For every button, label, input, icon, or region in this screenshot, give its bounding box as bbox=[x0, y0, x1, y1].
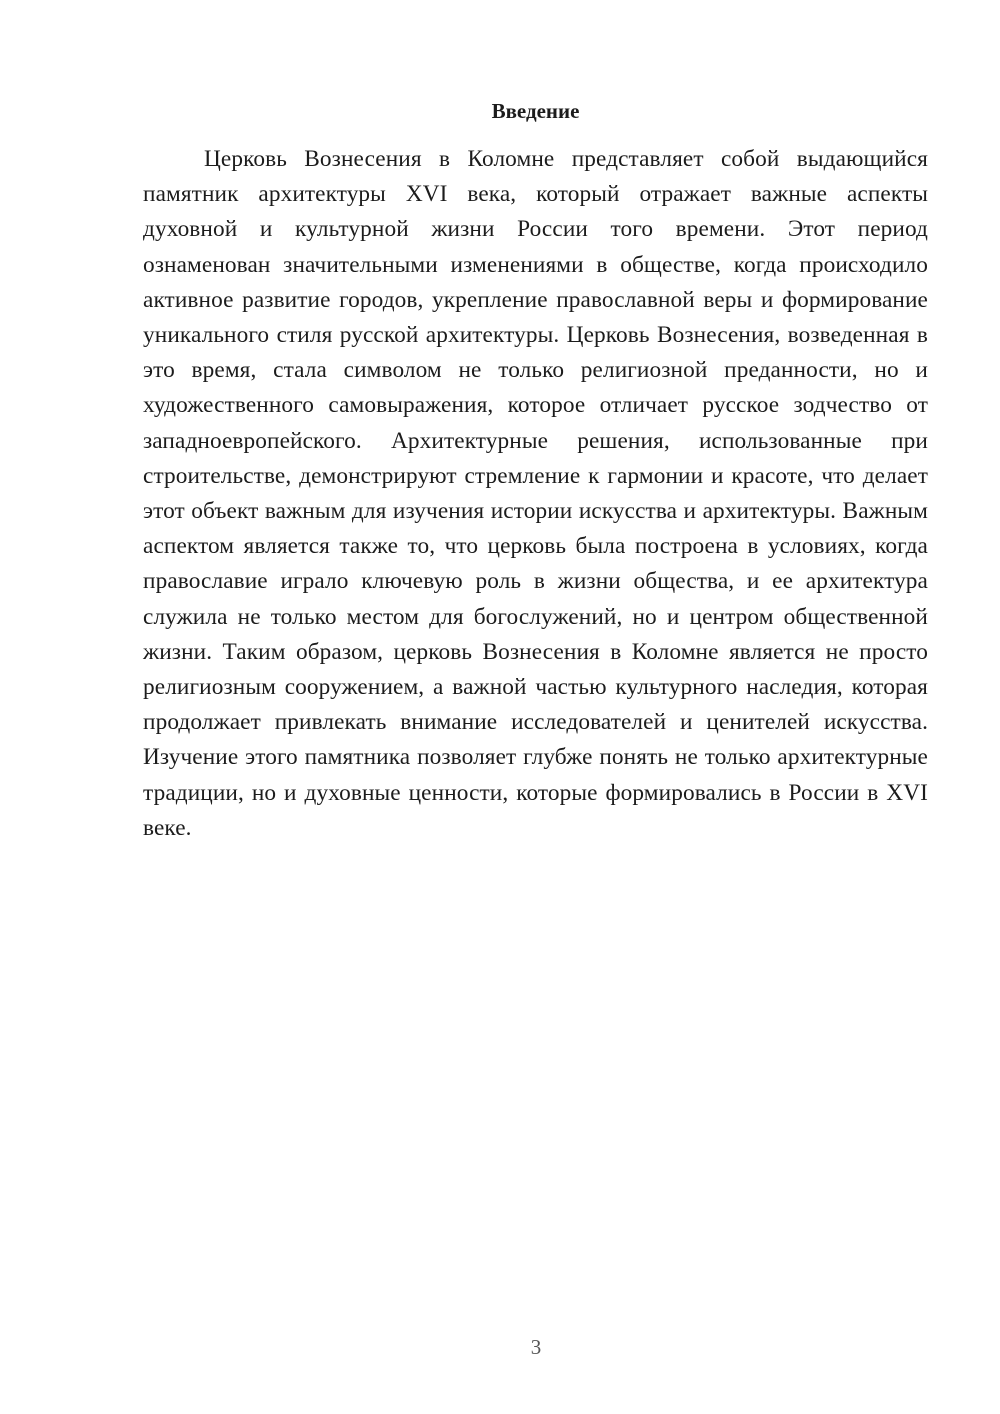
section-heading: Введение bbox=[491, 99, 580, 123]
body-paragraph: Церковь Вознесения в Коломне представляет собой выдающийся памятник архитектуры XVI века, который отражает важные аспекты духовной и культурной жизни России того времени. Этот период ознаменован значительными изменениями в обществе, когда происходило активное развитие городов, укрепление православной веры и формирование уникального стиля русской архитектуры. Церковь Вознесения, возведенная в это время, стала символом не только религиозной преданности, но и художественного самовыражения, которое отличает русское зодчество от западноевропейского. Архитектурные решения, использованные при строительстве, демонстрируют стремление к гармонии и красоте, что делает этот объект важным для изучения истории искусства и архитектуры. Важным аспектом является также то, что церковь была построена в условиях, когда православие играло ключевую роль в жизни общества, и ее архитектура служила не только местом для богослужений, но и центром общественной жизни. Таким образом, церковь Вознесения в Коломне является не просто религиозным сооружением, а важной частью культурного наследия, которая продолжает привлекать внимание исследователей и ценителей искусства. Изучение этого памятника позволяет глубже понять не только архитектурные традиции, но и духовные ценности, которые формировались в России в XVI веке. bbox=[143, 146, 928, 841]
page-number: 3 bbox=[530, 1335, 542, 1359]
